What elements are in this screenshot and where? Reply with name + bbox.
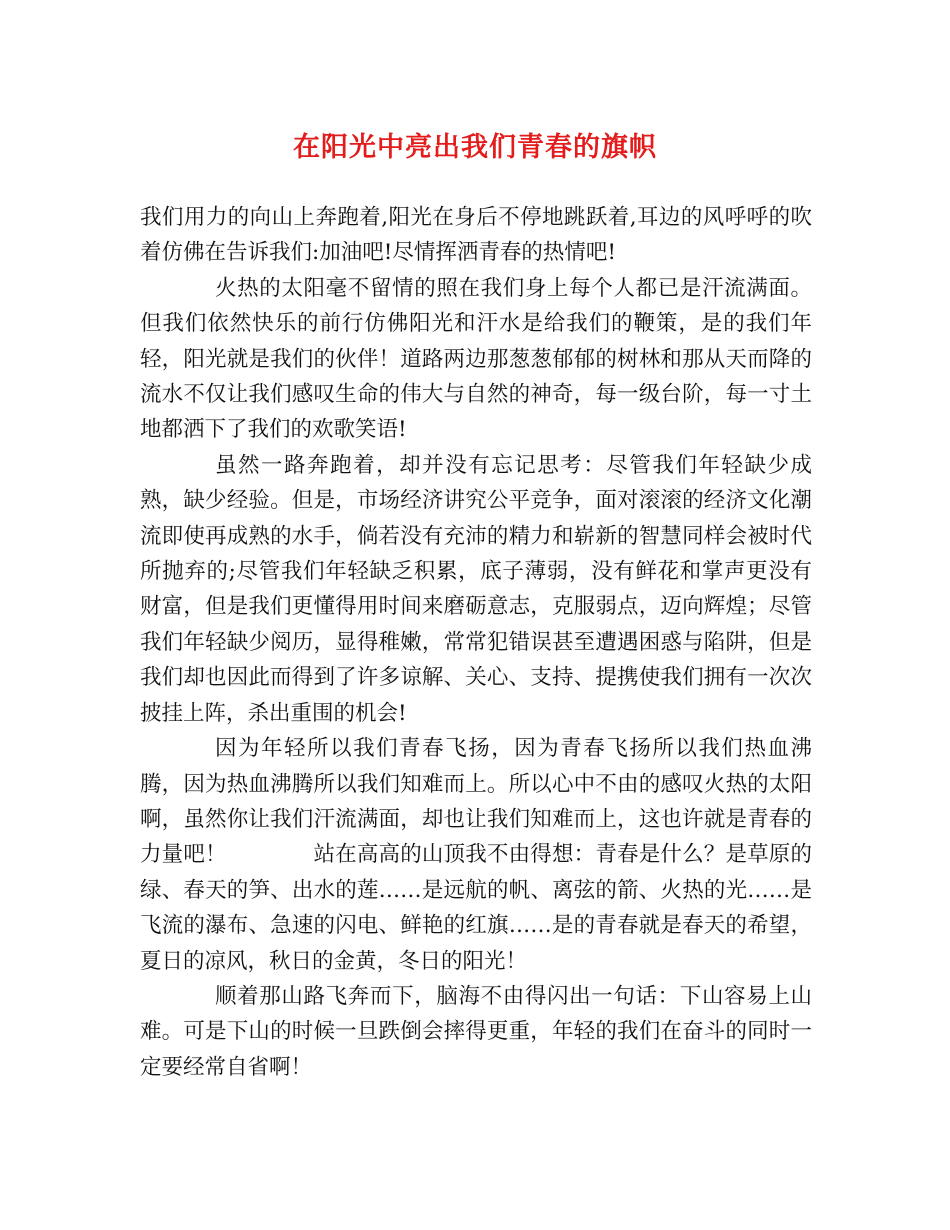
paragraph-3: 虽然一路奔跑着，却并没有忘记思考：尽管我们年轻缺少成熟，缺少经验。但是，市场经济讲究公平竞争，面对滚滚的经济文化潮流即使再成熟的水手，倘若没有充沛的精力和崭新的智慧同样会被时代所抛弃的;尽管我们年轻缺乏积累，底子薄弱，没有鲜花和掌声更没有财富，但是我们更懂得用时间来磨砺意志，克服弱点，迈向辉煌；尽管我们年轻缺少阅历，显得稚嫩，常常犯错误甚至遭遇困惑与陷阱，但是我们却也因此而得到了许多谅解、关心、支持、提携使我们拥有一次次披挂上阵，杀出重围的机会! — [140, 452, 812, 726]
paragraph-1: 我们用力的向山上奔跑着,阳光在身后不停地跳跃着,耳边的风呼呼的吹着仿佛在告诉我们:加油吧!尽情挥洒青春的热情吧! — [140, 205, 812, 266]
paragraph-4: 因为年轻所以我们青春飞扬，因为青春飞扬所以我们热血沸腾，因为热血沸腾所以我们知难而上。所以心中不由的感叹火热的太阳啊，虽然你让我们汗流满面，却也让我们知难而上，这也许就是青春的力量吧！ 站在高高的山顶我不由得想：青春是什么？是草原的绿、春天的笋、出水的莲……是远航的帆、离弦的箭、火热的光……是飞流的瀑布、急速的闪电、鲜艳的红旗……是的青春就是春天的希望，夏日的凉风，秋日的金黄，冬日的阳光！ — [140, 736, 812, 974]
document-body — [140, 200, 812, 1085]
paragraph-2: 火热的太阳毫不留情的照在我们身上每个人都已是汗流满面。但我们依然快乐的前行仿佛阳光和汗水是给我们的鞭策，是的我们年轻，阳光就是我们的伙伴！道路两边那葱葱郁郁的树林和那从天而降的流水不仅让我们感叹生命的伟大与自然的神奇，每一级台阶，每一寸土地都洒下了我们的欢歌笑语! — [140, 275, 812, 443]
document-title: 在阳光中亮出我们青春的旗帜 — [293, 132, 657, 163]
paragraph-5: 顺着那山路飞奔而下，脑海不由得闪出一句话：下山容易上山难。可是下山的时候一旦跌倒会摔得更重，年轻的我们在奋斗的同时一定要经常自省啊！ — [140, 983, 812, 1080]
